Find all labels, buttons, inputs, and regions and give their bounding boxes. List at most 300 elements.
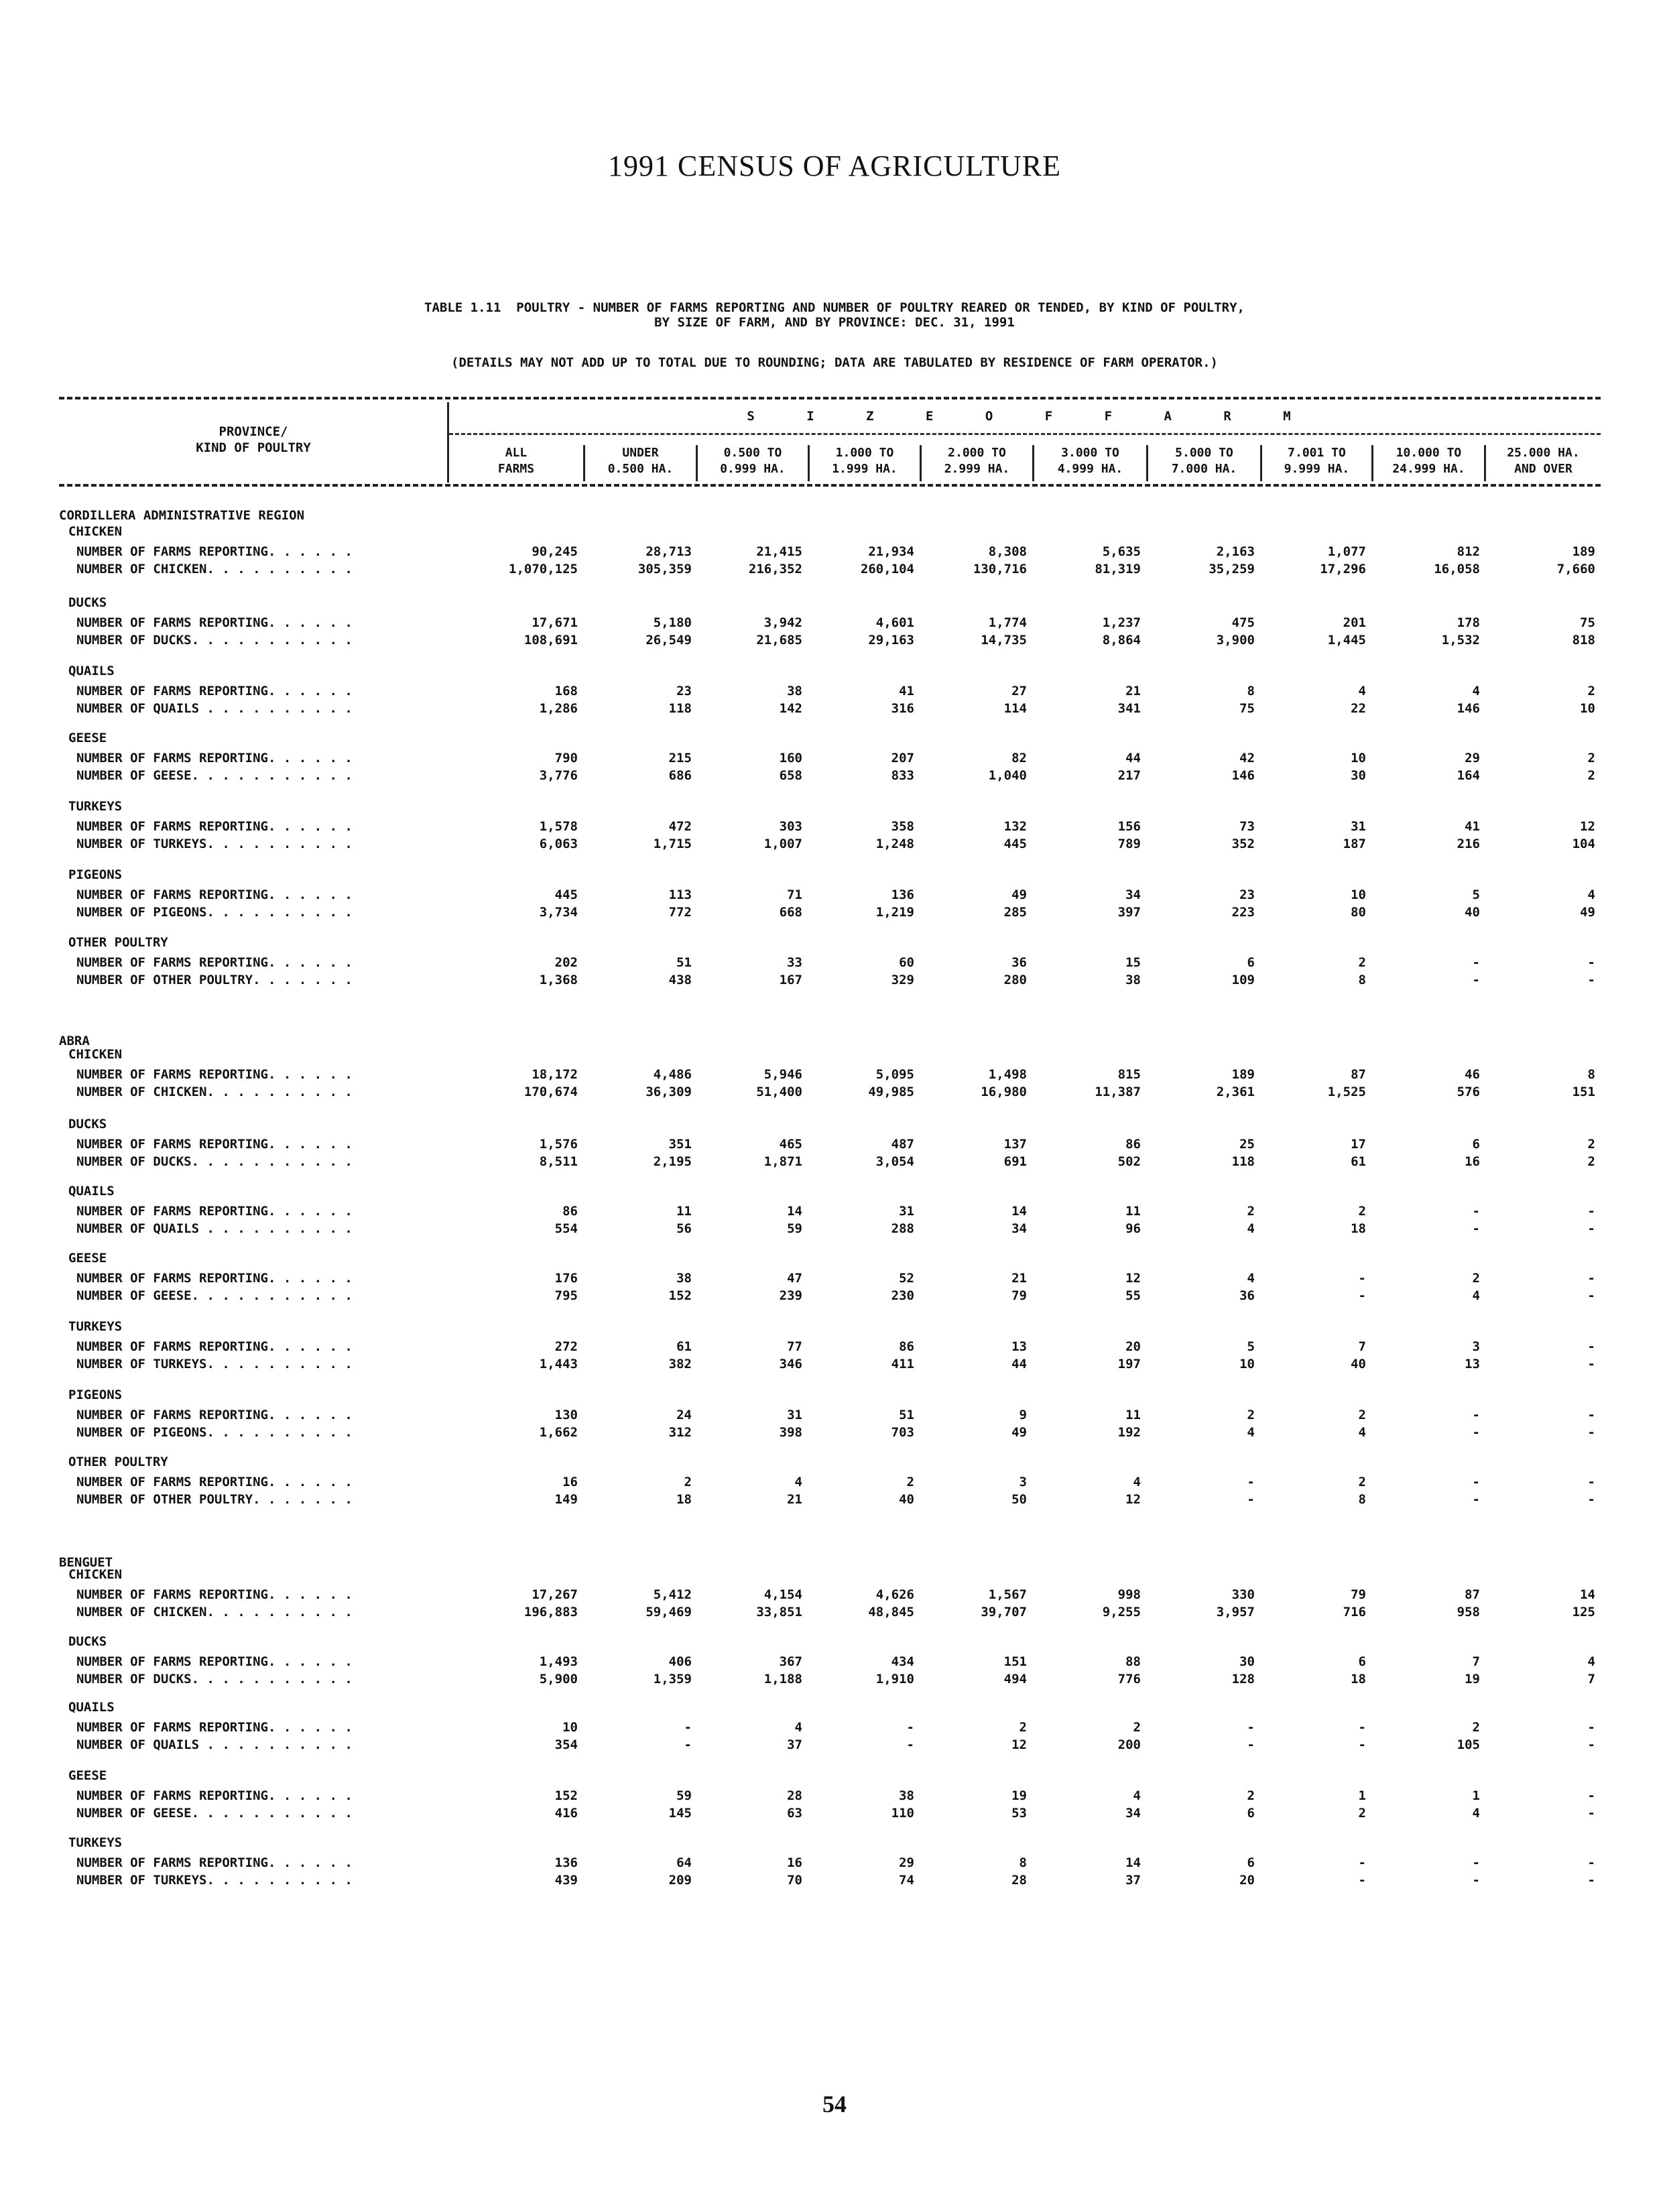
table-cell: 11: [676, 1204, 692, 1219]
table-cell: 151: [1572, 1085, 1595, 1099]
table-cell: 40: [899, 1492, 914, 1507]
table-cell: 80: [1351, 905, 1366, 920]
table-cell: 230: [891, 1288, 914, 1303]
table-cell: 41: [899, 684, 914, 698]
table-cell: 38: [676, 1271, 692, 1286]
table-cell: 87: [1351, 1067, 1366, 1082]
table-cell: 37: [787, 1737, 802, 1752]
table-cell: 9,255: [1102, 1605, 1141, 1619]
table-cell: 28: [787, 1788, 802, 1803]
table-cell: 1,368: [539, 973, 578, 987]
table-cell: 3,776: [539, 768, 578, 783]
table-cell: 29: [1465, 751, 1480, 765]
table-cell: 82: [1011, 751, 1027, 765]
table-cell: 96: [1125, 1221, 1141, 1236]
column-header-line: 7.000 HA.: [1171, 462, 1237, 476]
table-cell: 75: [1239, 701, 1255, 716]
table-cell: 42: [1239, 751, 1255, 765]
table-cell: 4: [1247, 1221, 1255, 1236]
table-cell: 2: [1247, 1204, 1255, 1219]
table-cell: 60: [899, 955, 914, 970]
table-cell: 114: [1003, 701, 1027, 716]
table-cell: 39,707: [981, 1605, 1027, 1619]
table-cell: 216: [1457, 837, 1480, 851]
stub-header-line2: KIND OF POULTRY: [196, 440, 311, 455]
table-cell: 790: [554, 751, 578, 765]
table-cell: 8,308: [988, 544, 1027, 559]
table-cell: 30: [1239, 1654, 1255, 1669]
table-cell: 118: [668, 701, 692, 716]
table-cell: -: [1472, 973, 1480, 987]
poultry-kind: PIGEONS: [68, 1388, 123, 1402]
table-cell: 2: [1247, 1408, 1255, 1422]
table-cell: 8,864: [1102, 633, 1141, 648]
table-cell: 354: [554, 1737, 578, 1752]
table-cell: 4,626: [875, 1587, 914, 1602]
table-cell: 19: [1465, 1672, 1480, 1686]
table-cell: 1,359: [653, 1672, 692, 1686]
row-label-number-of-poultry: NUMBER OF TURKEYS. . . . . . . . . .: [76, 837, 353, 851]
table-cell: 59,469: [645, 1605, 692, 1619]
table-cell: 475: [1231, 615, 1255, 630]
column-header: [583, 445, 696, 481]
region-name: ABRA: [59, 1034, 90, 1048]
row-label-farms-reporting: NUMBER OF FARMS REPORTING. . . . . .: [76, 751, 353, 765]
table-cell: 152: [668, 1288, 692, 1303]
table-cell: 239: [779, 1288, 802, 1303]
poultry-kind: TURKEYS: [68, 799, 123, 814]
table-cell: 3,942: [763, 615, 802, 630]
column-header: [808, 445, 920, 481]
table-cell: 11,387: [1095, 1085, 1141, 1099]
row-label-farms-reporting: NUMBER OF FARMS REPORTING. . . . . .: [76, 1654, 353, 1669]
row-label-number-of-poultry: NUMBER OF DUCKS. . . . . . . . . . .: [76, 633, 353, 648]
table-cell: 716: [1343, 1605, 1366, 1619]
table-cell: 51,400: [756, 1085, 802, 1099]
table-cell: 833: [891, 768, 914, 783]
table-cell: 20: [1239, 1873, 1255, 1888]
table-cell: 4: [1358, 1425, 1366, 1440]
table-cell: 795: [554, 1288, 578, 1303]
table-cell: 5: [1472, 887, 1480, 902]
table-cell: 2,361: [1216, 1085, 1255, 1099]
table-cell: 4: [1247, 1425, 1255, 1440]
table-cell: 1,219: [875, 905, 914, 920]
table-cell: 10: [1351, 887, 1366, 902]
table-cell: 13: [1465, 1357, 1480, 1371]
table-cell: -: [1587, 1288, 1595, 1303]
table-cell: 1,070,125: [509, 562, 578, 576]
table-cell: 1,007: [763, 837, 802, 851]
table-cell: 34: [1125, 1806, 1141, 1821]
table-cell: 51: [676, 955, 692, 970]
row-label-number-of-poultry: NUMBER OF CHICKEN. . . . . . . . . .: [76, 1085, 353, 1099]
table-cell: 330: [1231, 1587, 1255, 1602]
table-cell: 201: [1343, 615, 1366, 630]
table-cell: -: [1587, 1357, 1595, 1371]
table-cell: 815: [1117, 1067, 1141, 1082]
table-cell: 17,671: [532, 615, 578, 630]
table-cell: -: [1472, 1855, 1480, 1870]
table-cell: 23: [1239, 887, 1255, 902]
table-cell: 132: [1003, 819, 1027, 834]
table-cell: 6: [1358, 1654, 1366, 1669]
table-cell: 16,058: [1434, 562, 1480, 576]
row-label-number-of-poultry: NUMBER OF GEESE. . . . . . . . . . .: [76, 1288, 353, 1303]
row-label-number-of-poultry: NUMBER OF OTHER POULTRY. . . . . . .: [76, 1492, 353, 1507]
table-cell: 260,104: [860, 562, 914, 576]
table-cell: 12: [1011, 1737, 1027, 1752]
stub-header-line1: PROVINCE/: [219, 424, 288, 439]
table-cell: 776: [1117, 1672, 1141, 1686]
table-cell: 6: [1247, 1806, 1255, 1821]
table-cell: 36,309: [645, 1085, 692, 1099]
table-cell: 13: [1011, 1339, 1027, 1354]
row-label-farms-reporting: NUMBER OF FARMS REPORTING. . . . . .: [76, 1339, 353, 1354]
row-label-number-of-poultry: NUMBER OF QUAILS . . . . . . . . . .: [76, 1737, 353, 1752]
column-header-line: 4.999 HA.: [1057, 462, 1123, 476]
column-header-line: 1.000 TO: [835, 446, 894, 460]
table-cell: 329: [891, 973, 914, 987]
table-cell: 90,245: [532, 544, 578, 559]
column-header-line: 2.000 TO: [948, 446, 1006, 460]
table-caption: TABLE 1.11 POULTRY - NUMBER OF FARMS REPORTING AND NUMBER OF POULTRY REARED OR TENDED, BY KIND OF POULTRY,: [424, 300, 1245, 315]
row-label-farms-reporting: NUMBER OF FARMS REPORTING. . . . . .: [76, 684, 353, 698]
table-cell: 21: [787, 1492, 802, 1507]
table-cell: 1,576: [539, 1137, 578, 1152]
table-cell: 288: [891, 1221, 914, 1236]
table-cell: 703: [891, 1425, 914, 1440]
table-cell: 207: [891, 751, 914, 765]
table-cell: 8: [1247, 684, 1255, 698]
table-cell: 79: [1011, 1288, 1027, 1303]
table-cell: 17: [1351, 1137, 1366, 1152]
table-cell: 958: [1457, 1605, 1480, 1619]
table-note: (DETAILS MAY NOT ADD UP TO TOTAL DUE TO ROUNDING; DATA ARE TABULATED BY RESIDENCE OF FARM OPERATOR.): [451, 355, 1218, 370]
poultry-kind: GEESE: [68, 1768, 107, 1783]
page-title: 1991 CENSUS OF AGRICULTURE: [608, 149, 1061, 182]
table-cell: 1,443: [539, 1357, 578, 1371]
table-cell: 445: [1003, 837, 1027, 851]
table-cell: 4: [1587, 1654, 1595, 1669]
column-header-line: 0.999 HA.: [720, 462, 786, 476]
column-header-line: UNDER: [622, 446, 659, 460]
table-cell: 192: [1117, 1425, 1141, 1440]
row-label-number-of-poultry: NUMBER OF QUAILS . . . . . . . . . .: [76, 701, 353, 716]
table-cell: 176: [554, 1271, 578, 1286]
row-label-farms-reporting: NUMBER OF FARMS REPORTING. . . . . .: [76, 1204, 353, 1219]
table-cell: 29,163: [868, 633, 914, 648]
table-cell: 9: [1019, 1408, 1027, 1422]
table-cell: 86: [562, 1204, 578, 1219]
table-cell: -: [1472, 1425, 1480, 1440]
column-header-line: 5.000 TO: [1175, 446, 1233, 460]
table-cell: 18: [676, 1492, 692, 1507]
table-cell: -: [1587, 1720, 1595, 1735]
poultry-kind: TURKEYS: [68, 1319, 123, 1334]
column-header-line: AND OVER: [1514, 462, 1572, 476]
poultry-kind: DUCKS: [68, 1117, 107, 1131]
table-cell: 3,054: [875, 1154, 914, 1169]
table-cell: 434: [891, 1654, 914, 1669]
table-cell: 487: [891, 1137, 914, 1152]
table-cell: 189: [1572, 544, 1595, 559]
table-cell: 50: [1011, 1492, 1027, 1507]
table-cell: 196,883: [523, 1605, 578, 1619]
table-cell: 21: [1011, 1271, 1027, 1286]
column-header-line: 25.000 HA.: [1507, 446, 1580, 460]
table-cell: 128: [1231, 1672, 1255, 1686]
table-cell: -: [1587, 1204, 1595, 1219]
poultry-kind: QUAILS: [68, 664, 115, 678]
table-cell: 49: [1011, 887, 1027, 902]
table-cell: 398: [779, 1425, 802, 1440]
table-cell: 217: [1117, 768, 1141, 783]
table-cell: -: [1247, 1475, 1255, 1489]
table-top-rule: [59, 397, 1601, 400]
row-label-number-of-poultry: NUMBER OF OTHER POULTRY. . . . . . .: [76, 973, 353, 987]
column-header-line: 0.500 HA.: [607, 462, 674, 476]
column-header: [1032, 445, 1146, 481]
table-cell: -: [1587, 1408, 1595, 1422]
table-cell: 11: [1125, 1408, 1141, 1422]
table-cell: 18,172: [532, 1067, 578, 1082]
table-cell: 2,195: [653, 1154, 692, 1169]
table-cell: 216,352: [748, 562, 802, 576]
table-cell: 1,715: [653, 837, 692, 851]
table-cell: 4: [1472, 1806, 1480, 1821]
row-label-number-of-poultry: NUMBER OF GEESE. . . . . . . . . . .: [76, 768, 353, 783]
table-cell: 382: [668, 1357, 692, 1371]
table-cell: 8: [1587, 1067, 1595, 1082]
table-cell: 439: [554, 1873, 578, 1888]
table-cell: 303: [779, 819, 802, 834]
table-cell: 1,525: [1327, 1085, 1366, 1099]
table-cell: -: [684, 1720, 692, 1735]
column-header-line: 10.000 TO: [1396, 446, 1462, 460]
table-cell: 2: [1587, 1137, 1595, 1152]
table-cell: 38: [899, 1788, 914, 1803]
row-label-farms-reporting: NUMBER OF FARMS REPORTING. . . . . .: [76, 1475, 353, 1489]
table-cell: 56: [676, 1221, 692, 1236]
table-cell: 352: [1231, 837, 1255, 851]
table-cell: -: [1587, 1788, 1595, 1803]
table-cell: 4: [794, 1475, 802, 1489]
table-cell: 5: [1247, 1339, 1255, 1354]
table-cell: 167: [779, 973, 802, 987]
table-cell: 61: [1351, 1154, 1366, 1169]
poultry-kind: OTHER POULTRY: [68, 935, 168, 950]
table-cell: 16: [562, 1475, 578, 1489]
table-cell: 44: [1011, 1357, 1027, 1371]
table-cell: 2: [1247, 1788, 1255, 1803]
table-cell: 70: [787, 1873, 802, 1888]
row-label-farms-reporting: NUMBER OF FARMS REPORTING. . . . . .: [76, 1587, 353, 1602]
table-cell: -: [1587, 1221, 1595, 1236]
table-cell: 3: [1472, 1339, 1480, 1354]
table-cell: 118: [1231, 1154, 1255, 1169]
column-header-line: 7.001 TO: [1288, 446, 1346, 460]
table-cell: 346: [779, 1357, 802, 1371]
row-label-farms-reporting: NUMBER OF FARMS REPORTING. . . . . .: [76, 1720, 353, 1735]
table-cell: 2: [1472, 1271, 1480, 1286]
table-cell: 772: [668, 905, 692, 920]
table-cell: 1,567: [988, 1587, 1027, 1602]
table-cell: -: [1587, 1475, 1595, 1489]
table-cell: 10: [1239, 1357, 1255, 1371]
table-cell: 14: [1011, 1204, 1027, 1219]
row-label-number-of-poultry: NUMBER OF TURKEYS. . . . . . . . . .: [76, 1873, 353, 1888]
table-cell: 2: [1587, 768, 1595, 783]
table-cell: -: [1472, 1408, 1480, 1422]
table-cell: -: [1472, 1492, 1480, 1507]
table-cell: 21: [1125, 684, 1141, 698]
table-cell: 2: [1019, 1720, 1027, 1735]
poultry-kind: CHICKEN: [68, 1047, 123, 1062]
table-cell: 2: [1358, 1806, 1366, 1821]
table-cell: 1,188: [763, 1672, 802, 1686]
table-cell: 130: [554, 1408, 578, 1422]
poultry-kind: TURKEYS: [68, 1835, 123, 1850]
table-cell: 125: [1572, 1605, 1595, 1619]
poultry-kind: DUCKS: [68, 595, 107, 610]
table-cell: 137: [1003, 1137, 1027, 1152]
table-cell: 1,077: [1327, 544, 1366, 559]
table-cell: 44: [1125, 751, 1141, 765]
table-cell: 472: [668, 819, 692, 834]
table-cell: 164: [1457, 768, 1480, 783]
table-cell: 285: [1003, 905, 1027, 920]
table-cell: 2: [906, 1475, 914, 1489]
table-cell: 48,845: [868, 1605, 914, 1619]
table-cell: 1,532: [1441, 633, 1480, 648]
table-cell: 33,851: [756, 1605, 802, 1619]
table-cell: 312: [668, 1425, 692, 1440]
column-header: [696, 445, 808, 481]
table-cell: 1,910: [875, 1672, 914, 1686]
table-cell: 202: [554, 955, 578, 970]
table-cell: 1,662: [539, 1425, 578, 1440]
table-cell: 151: [1003, 1654, 1027, 1669]
table-cell: 31: [1351, 819, 1366, 834]
table-cell: 64: [676, 1855, 692, 1870]
table-cell: 15: [1125, 955, 1141, 970]
table-cell: -: [684, 1737, 692, 1752]
poultry-kind: QUAILS: [68, 1700, 115, 1715]
row-label-farms-reporting: NUMBER OF FARMS REPORTING. . . . . .: [76, 955, 353, 970]
table-cell: 1,498: [988, 1067, 1027, 1082]
table-cell: 51: [899, 1408, 914, 1422]
table-cell: 1: [1358, 1788, 1366, 1803]
table-cell: 40: [1465, 905, 1480, 920]
column-header-line: 9.999 HA.: [1284, 462, 1350, 476]
table-cell: 49,985: [868, 1085, 914, 1099]
table-cell: 668: [779, 905, 802, 920]
table-cell: 3: [1019, 1475, 1027, 1489]
table-cell: -: [1587, 1806, 1595, 1821]
table-cell: 2: [1587, 751, 1595, 765]
table-cell: 28: [1011, 1873, 1027, 1888]
table-cell: 30: [1351, 768, 1366, 783]
row-label-farms-reporting: NUMBER OF FARMS REPORTING. . . . . .: [76, 1137, 353, 1152]
table-cell: 38: [1125, 973, 1141, 987]
table-cell: 4: [1247, 1271, 1255, 1286]
table-cell: 8: [1019, 1855, 1027, 1870]
column-header-line: 3.000 TO: [1061, 446, 1119, 460]
table-cell: 19: [1011, 1788, 1027, 1803]
header-bottom-rule: [59, 484, 1601, 487]
table-cell: 18: [1351, 1672, 1366, 1686]
table-cell: -: [1472, 955, 1480, 970]
table-cell: 1,774: [988, 615, 1027, 630]
table-cell: 29: [899, 1855, 914, 1870]
table-cell: 2: [1358, 1408, 1366, 1422]
table-cell: 465: [779, 1137, 802, 1152]
table-cell: 554: [554, 1221, 578, 1236]
column-header-line: ALL: [505, 446, 528, 460]
table-cell: 351: [668, 1137, 692, 1152]
row-label-number-of-poultry: NUMBER OF QUAILS . . . . . . . . . .: [76, 1221, 353, 1236]
table-cell: 86: [899, 1339, 914, 1354]
table-cell: -: [1358, 1855, 1366, 1870]
table-cell: 4,486: [653, 1067, 692, 1082]
table-cell: 16: [1465, 1154, 1480, 1169]
table-cell: 4,601: [875, 615, 914, 630]
table-cell: 691: [1003, 1154, 1027, 1169]
table-cell: 4: [1472, 684, 1480, 698]
table-cell: 34: [1125, 887, 1141, 902]
table-cell: -: [1247, 1737, 1255, 1752]
table-cell: 7: [1358, 1339, 1366, 1354]
table-cell: 24: [676, 1408, 692, 1422]
table-cell: 2: [1587, 1154, 1595, 1169]
table-cell: -: [1587, 1339, 1595, 1354]
table-cell: 75: [1580, 615, 1595, 630]
row-label-farms-reporting: NUMBER OF FARMS REPORTING. . . . . .: [76, 1271, 353, 1286]
table-cell: 71: [787, 887, 802, 902]
table-cell: 4: [1133, 1475, 1141, 1489]
table-cell: 2: [1358, 1204, 1366, 1219]
table-cell: 438: [668, 973, 692, 987]
table-cell: 305,359: [637, 562, 692, 576]
table-cell: 47: [787, 1271, 802, 1286]
table-cell: 1: [1472, 1788, 1480, 1803]
poultry-kind: GEESE: [68, 731, 107, 745]
table-cell: 168: [554, 684, 578, 698]
table-cell: 21,415: [756, 544, 802, 559]
column-header: [920, 445, 1032, 481]
table-cell: 6: [1472, 1137, 1480, 1152]
table-cell: 142: [779, 701, 802, 716]
table-cell: 52: [899, 1271, 914, 1286]
table-cell: 88: [1125, 1654, 1141, 1669]
table-cell: 502: [1117, 1154, 1141, 1169]
table-caption-continued: BY SIZE OF FARM, AND BY PROVINCE: DEC. 31, 1991: [654, 315, 1015, 330]
table-cell: 6: [1247, 1855, 1255, 1870]
table-cell: 136: [891, 887, 914, 902]
table-cell: 7: [1472, 1654, 1480, 1669]
row-label-farms-reporting: NUMBER OF FARMS REPORTING. . . . . .: [76, 615, 353, 630]
table-cell: 818: [1572, 633, 1595, 648]
table-cell: 28,713: [645, 544, 692, 559]
table-cell: 21,934: [868, 544, 914, 559]
table-cell: 74: [899, 1873, 914, 1888]
poultry-kind: OTHER POULTRY: [68, 1455, 168, 1469]
column-header-line: 1.999 HA.: [832, 462, 898, 476]
table-cell: 156: [1117, 819, 1141, 834]
poultry-kind: QUAILS: [68, 1184, 115, 1199]
table-cell: -: [1587, 1737, 1595, 1752]
